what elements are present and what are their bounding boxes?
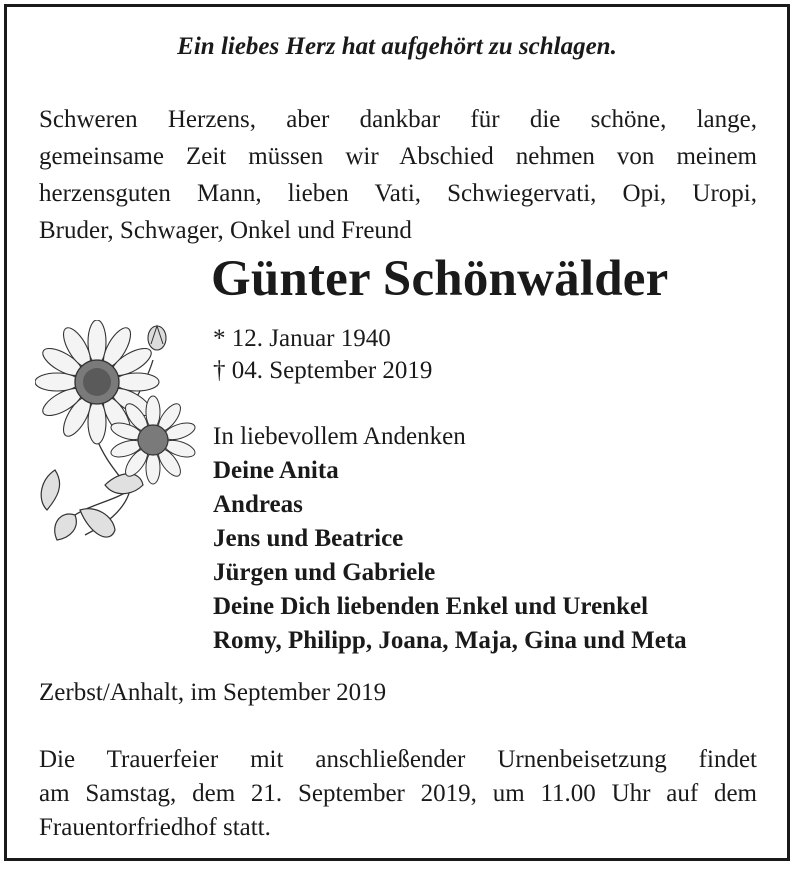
mourner-line: Jens und Beatrice [213, 525, 404, 552]
intro-line: Bruder, Schwager, Onkel und Freund [39, 217, 412, 244]
mourner-line: Romy, Philipp, Joana, Maja, Gina und Meta [213, 627, 687, 654]
remembrance-line: In liebevollem Andenken [213, 423, 466, 450]
obituary-notice [4, 4, 790, 861]
place-date: Zerbst/Anhalt, im September 2019 [39, 679, 387, 706]
intro-paragraph [39, 101, 757, 249]
sunflower-icon [35, 320, 200, 560]
headline: Ein liebes Herz hat aufgehört zu schlagen. [177, 33, 617, 60]
intro-line: Schweren Herzens, aber dankbar für die schöne, lange, [39, 106, 757, 133]
mourner-line: Jürgen und Gabriele [213, 559, 436, 586]
funeral-paragraph [39, 743, 757, 845]
life-dates [213, 323, 432, 387]
deceased-name: Günter Schönwälder [211, 251, 669, 307]
death-date: † 04. September 2019 [213, 357, 433, 384]
birth-date: * 12. Januar 1940 [213, 325, 391, 352]
funeral-line: am Samstag, dem 21. September 2019, um 11.00 Uhr auf dem [39, 780, 757, 807]
intro-line: gemeinsame Zeit müssen wir Abschied nehmen von meinem [39, 143, 757, 170]
mourners-list [213, 420, 687, 658]
mourner-line: Deine Dich liebenden Enkel und Urenkel [213, 593, 649, 620]
mourner-line: Deine Anita [213, 457, 339, 484]
mourner-line: Andreas [213, 491, 303, 518]
funeral-line: Frauentorfriedhof statt. [39, 814, 271, 841]
funeral-line: Die Trauerfeier mit anschließender Urnenbeisetzung findet [39, 746, 757, 773]
intro-line: herzensguten Mann, lieben Vati, Schwiegervati, Opi, Uropi, [39, 180, 757, 207]
